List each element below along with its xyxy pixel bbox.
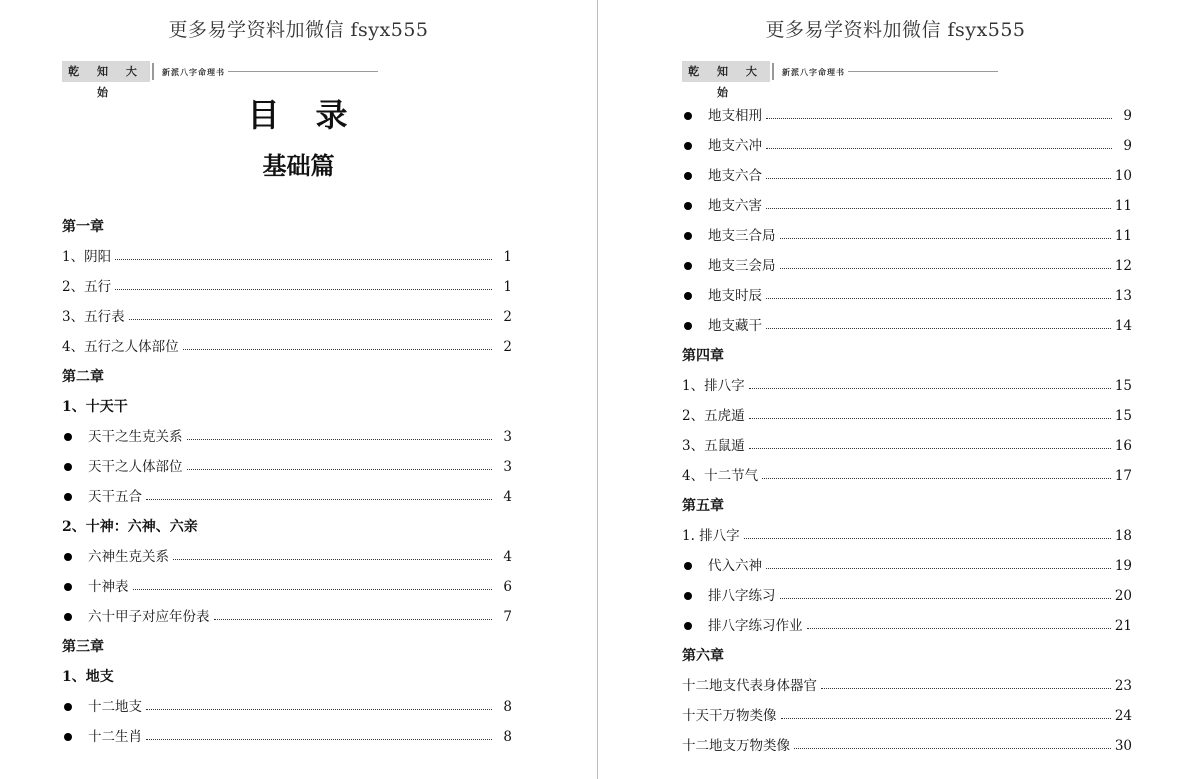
toc-entry [62, 422, 512, 452]
toc-entry-title: 地支六合 [708, 168, 762, 184]
toc-entry-title: 地支时辰 [708, 288, 762, 304]
toc-heading [682, 491, 1132, 521]
toc-entry [62, 452, 512, 482]
bullet-icon [64, 493, 72, 501]
toc-page-number: 10 [1114, 168, 1132, 184]
toc-entry-title: 十二生肖 [88, 729, 142, 745]
dot-leader [187, 438, 493, 440]
toc-entry-title: 1、十天干 [62, 399, 128, 415]
toc-entry-title: 第五章 [682, 498, 724, 514]
toc-entry-title: 十二地支万物类像 [682, 738, 790, 754]
toc-entry-title: 4、五行之人体部位 [62, 339, 179, 355]
toc-page-number: 3 [503, 459, 512, 475]
toc-entry [682, 191, 1132, 221]
toc-heading [62, 362, 512, 392]
bullet-icon [64, 613, 72, 621]
toc-heading [62, 632, 512, 662]
bullet-icon [684, 172, 692, 180]
toc-page-number: 20 [1114, 588, 1132, 604]
toc-entry-title: 2、五行 [62, 279, 112, 295]
toc-entry-title: 六十甲子对应年份表 [88, 609, 210, 625]
dot-leader [766, 177, 1111, 179]
dot-leader [129, 318, 492, 320]
watermark-header: 更多易学资料加微信 fsyx555 [765, 19, 1026, 41]
page-title: 目 录 [247, 96, 350, 134]
dot-leader [133, 588, 493, 590]
toc-page-number: 7 [503, 609, 512, 625]
brand-header [62, 61, 382, 99]
toc-page-number: 3 [503, 429, 512, 445]
toc-entry [682, 161, 1132, 191]
toc-page-number: 24 [1114, 708, 1132, 724]
toc-entry [62, 482, 512, 512]
toc-entry [682, 611, 1132, 641]
toc-page-number: 19 [1114, 558, 1132, 574]
bullet-icon [64, 433, 72, 441]
toc-entry-title: 地支三会局 [708, 258, 776, 274]
toc-page-number: 30 [1114, 738, 1132, 754]
brand-rule [848, 71, 998, 72]
toc-page-number: 4 [503, 489, 512, 505]
toc-page-number: 1 [503, 279, 512, 295]
bullet-icon [64, 703, 72, 711]
toc-page-number: 9 [1123, 138, 1132, 154]
toc-page-number: 15 [1114, 378, 1132, 394]
toc-entry [62, 302, 512, 332]
toc-entry-title: 3、五行表 [62, 309, 125, 325]
toc-page-number: 11 [1114, 198, 1132, 214]
toc-entry [682, 221, 1132, 251]
dot-leader [807, 627, 1111, 629]
dot-leader [766, 147, 1112, 149]
toc-entry-title: 六神生克关系 [88, 549, 169, 565]
bullet-icon [684, 562, 692, 570]
toc-entry [682, 671, 1132, 701]
bullet-icon [684, 232, 692, 240]
toc-page-number: 11 [1114, 228, 1132, 244]
toc-page-number: 2 [503, 309, 512, 325]
toc-entry-title: 2、十神：六神、六亲 [62, 519, 198, 535]
dot-leader [183, 348, 492, 350]
toc-entry-title: 地支藏干 [708, 318, 762, 334]
dot-leader [749, 417, 1111, 419]
dot-leader [749, 447, 1111, 449]
bullet-icon [684, 142, 692, 150]
dot-leader [146, 498, 492, 500]
toc-entry [62, 602, 512, 632]
toc-page-number: 9 [1123, 108, 1132, 124]
toc-entry-title: 地支六害 [708, 198, 762, 214]
toc-page-number: 21 [1114, 618, 1132, 634]
toc-page-number: 1 [503, 249, 512, 265]
toc-entry [62, 692, 512, 722]
toc-entry-title: 第四章 [682, 348, 724, 364]
toc-heading [62, 392, 512, 422]
toc-page-number: 18 [1114, 528, 1132, 544]
bullet-icon [684, 292, 692, 300]
toc-entry [62, 572, 512, 602]
toc-heading [62, 212, 512, 242]
toc-page-number: 12 [1114, 258, 1132, 274]
toc-entry [682, 431, 1132, 461]
toc-page-number: 23 [1114, 678, 1132, 694]
toc-entry [62, 332, 512, 362]
toc-entry [62, 542, 512, 572]
brand-series: 新派八字命理书 [782, 67, 845, 77]
dot-leader [146, 708, 492, 710]
bullet-icon [684, 322, 692, 330]
dot-leader [766, 327, 1111, 329]
toc-entry [62, 242, 512, 272]
toc-entry-title: 排八字练习作业 [708, 618, 803, 634]
toc-entry-title: 地支相刑 [708, 108, 762, 124]
bullet-icon [64, 553, 72, 561]
toc-page-number: 16 [1114, 438, 1132, 454]
dot-leader [794, 747, 1111, 749]
toc-entry-title: 2、五虎遁 [682, 408, 745, 424]
toc-heading [682, 641, 1132, 671]
toc-entry-title: 第六章 [682, 648, 724, 664]
brand-rule [228, 71, 378, 72]
bullet-icon [684, 112, 692, 120]
toc-entry [682, 101, 1132, 131]
toc-page-number: 17 [1114, 468, 1132, 484]
toc-entry [682, 551, 1132, 581]
toc-entry-title: 十神表 [88, 579, 129, 595]
bullet-icon [64, 583, 72, 591]
toc-entry [682, 521, 1132, 551]
bullet-icon [684, 622, 692, 630]
dot-leader [780, 597, 1111, 599]
dot-leader [744, 537, 1111, 539]
dot-leader [146, 738, 492, 740]
toc-list-right [682, 101, 1132, 761]
toc-entry-title: 排八字练习 [708, 588, 776, 604]
toc-entry-title: 第二章 [62, 369, 104, 385]
toc-entry [682, 311, 1132, 341]
dot-leader [766, 297, 1111, 299]
dot-leader [821, 687, 1111, 689]
dot-leader [766, 117, 1112, 119]
brand-box: 乾 知 大 始 [62, 61, 150, 82]
toc-page-number: 2 [503, 339, 512, 355]
page-subtitle: 基础篇 [262, 151, 335, 180]
toc-entry-title: 1. 排八字 [682, 528, 740, 544]
watermark-header: 更多易学资料加微信 fsyx555 [168, 19, 429, 41]
toc-entry-title: 天干五合 [88, 489, 142, 505]
toc-heading [62, 662, 512, 692]
toc-entry-title: 代入六神 [708, 558, 762, 574]
toc-entry [682, 281, 1132, 311]
brand-separator [152, 63, 154, 80]
dot-leader [766, 567, 1111, 569]
dot-leader [115, 258, 492, 260]
dot-leader [214, 618, 493, 620]
brand-header [682, 61, 1002, 99]
dot-leader [780, 237, 1111, 239]
bullet-icon [64, 733, 72, 741]
toc-entry [682, 701, 1132, 731]
toc-entry-title: 十二地支 [88, 699, 142, 715]
toc-heading [62, 512, 512, 542]
toc-entry-title: 第三章 [62, 639, 104, 655]
brand-box: 乾 知 大 始 [682, 61, 770, 82]
toc-entry-title: 4、十二节气 [682, 468, 759, 484]
toc-entry [682, 371, 1132, 401]
toc-entry-title: 1、排八字 [682, 378, 745, 394]
dot-leader [749, 387, 1111, 389]
dot-leader [762, 477, 1111, 479]
toc-list-left [62, 212, 512, 752]
toc-entry [682, 731, 1132, 761]
toc-entry [682, 581, 1132, 611]
bullet-icon [64, 463, 72, 471]
right-page [598, 0, 1193, 779]
toc-entry-title: 第一章 [62, 219, 104, 235]
brand-separator [772, 63, 774, 80]
toc-page-number: 8 [503, 729, 512, 745]
dot-leader [115, 288, 492, 290]
toc-page-number: 6 [503, 579, 512, 595]
toc-entry [62, 272, 512, 302]
toc-page-number: 4 [503, 549, 512, 565]
toc-entry-title: 1、地支 [62, 669, 114, 685]
toc-page-number: 14 [1114, 318, 1132, 334]
dot-leader [766, 207, 1111, 209]
dot-leader [780, 267, 1111, 269]
toc-page-number: 15 [1114, 408, 1132, 424]
bullet-icon [684, 202, 692, 210]
bullet-icon [684, 262, 692, 270]
toc-entry-title: 十天干万物类像 [682, 708, 777, 724]
toc-entry-title: 地支六冲 [708, 138, 762, 154]
dot-leader [781, 717, 1111, 719]
toc-entry [682, 461, 1132, 491]
brand-series: 新派八字命理书 [162, 67, 225, 77]
toc-page-number: 8 [503, 699, 512, 715]
toc-entry [62, 722, 512, 752]
toc-heading [682, 341, 1132, 371]
toc-entry-title: 1、阴阳 [62, 249, 112, 265]
toc-entry [682, 131, 1132, 161]
dot-leader [173, 558, 492, 560]
toc-entry-title: 3、五鼠遁 [682, 438, 745, 454]
toc-entry-title: 天干之生克关系 [88, 429, 183, 445]
toc-entry [682, 401, 1132, 431]
dot-leader [187, 468, 493, 470]
toc-entry-title: 天干之人体部位 [88, 459, 183, 475]
toc-entry-title: 地支三合局 [708, 228, 776, 244]
bullet-icon [684, 592, 692, 600]
toc-page-number: 13 [1114, 288, 1132, 304]
toc-entry-title: 十二地支代表身体器官 [682, 678, 817, 694]
toc-entry [682, 251, 1132, 281]
